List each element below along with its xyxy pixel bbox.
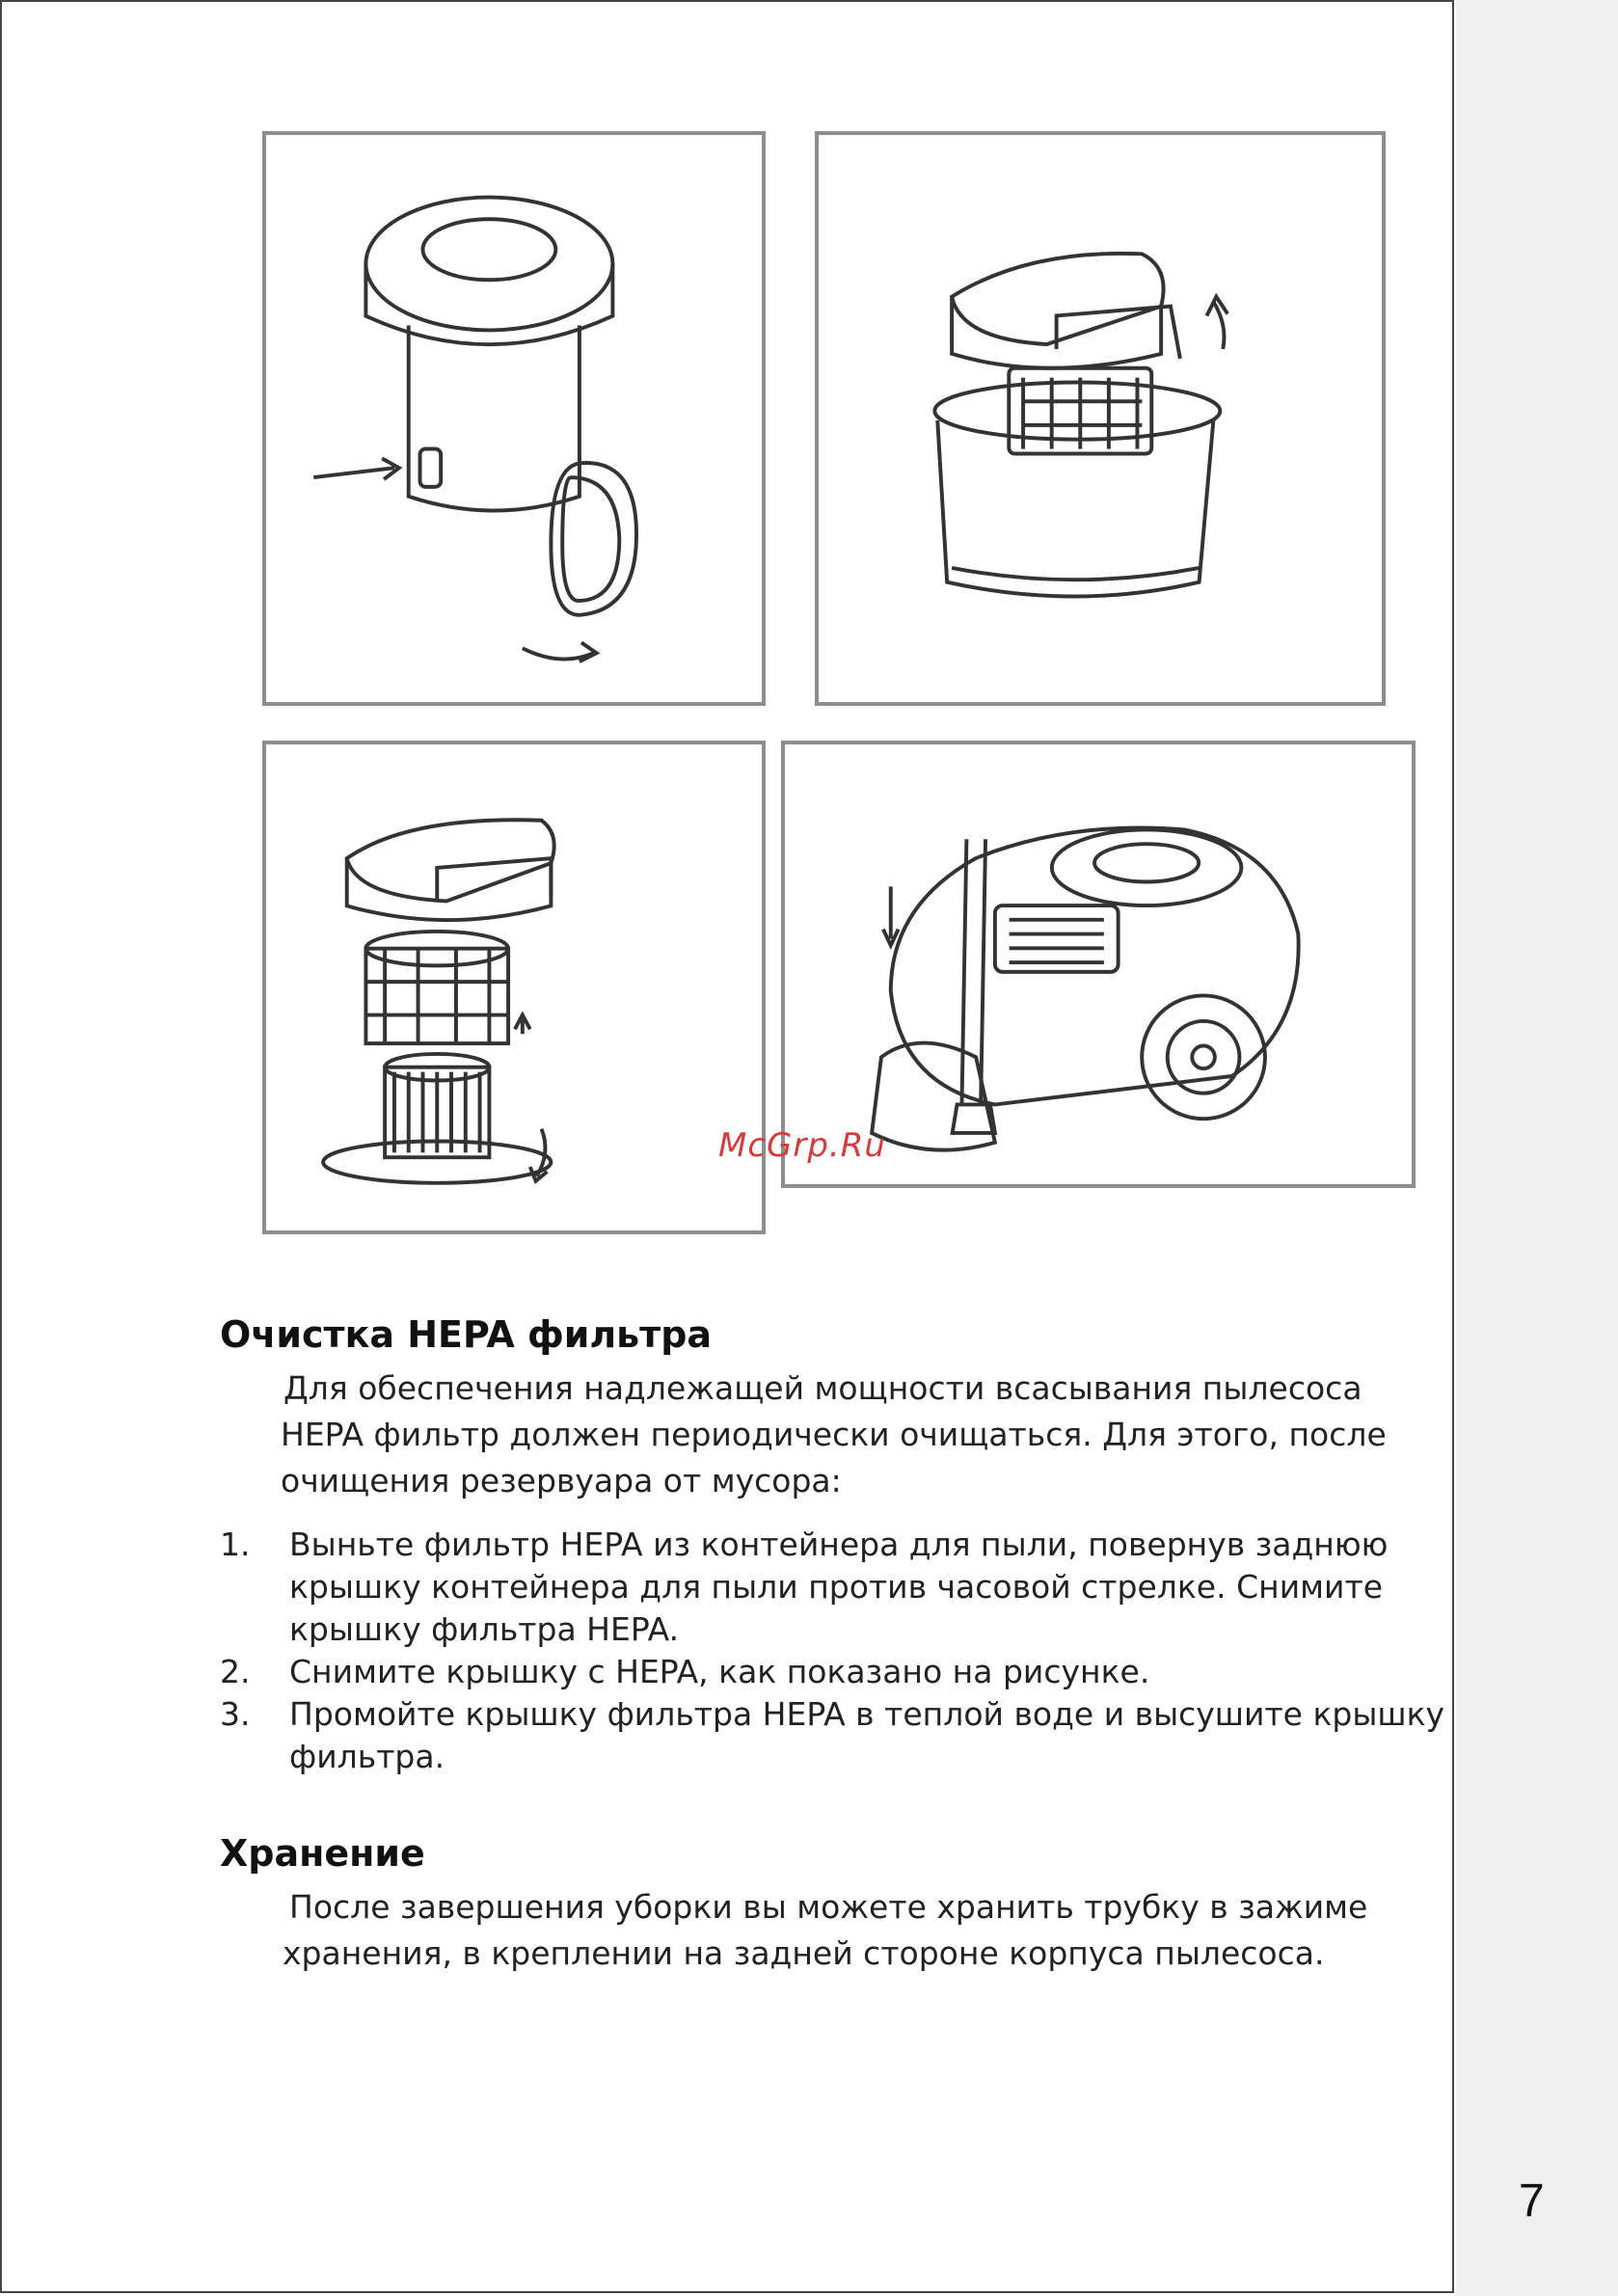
step-3-line-2: фильтра. <box>289 1738 445 1775</box>
illustration-panel-tube-storage <box>781 741 1416 1188</box>
dust-container-open-illustration <box>266 135 762 702</box>
container-lid-lift-illustration <box>819 135 1382 702</box>
section-title-hepa: Очистка HEPA фильтра <box>220 1313 713 1356</box>
step-3-line-1: Промойте крышку фильтра HEPA в теплой воде и высушите крышку <box>289 1695 1445 1733</box>
illustration-panel-hepa-filter <box>262 741 766 1234</box>
step-text <box>289 1651 1466 1693</box>
step-number: 3. <box>220 1695 251 1733</box>
hepa-intro-line-1: Для обеспечения надлежащей мощности всасывания пылесоса <box>283 1369 1362 1407</box>
hepa-filter-removal-illustration <box>266 744 762 1230</box>
section-title-storage: Хранение <box>220 1832 425 1875</box>
step-number: 1. <box>220 1526 251 1563</box>
hepa-intro-line-2: HEPA фильтр должен периодически очищаться. Для этого, после <box>281 1416 1387 1453</box>
step-text <box>289 1524 1466 1651</box>
step-1-line-1: Выньте фильтр HEPA из контейнера для пыли, повернув заднюю <box>289 1526 1389 1563</box>
storage-line-1: После завершения уборки вы можете хранить трубку в зажиме <box>289 1888 1368 1926</box>
step-1-line-2: крышку контейнера для пыли против часовой стрелке. Снимите <box>289 1568 1384 1606</box>
storage-line-2: хранения, в креплении на задней стороне корпуса пылесоса. <box>283 1934 1325 1972</box>
page-number: 7 <box>1519 2175 1545 2227</box>
step-text <box>289 1693 1466 1778</box>
hepa-intro-line-3: очищения резервуара от мусора: <box>281 1462 842 1499</box>
watermark: McGrp.Ru <box>718 1126 886 1165</box>
illustration-panel-lift-lid <box>815 131 1386 706</box>
step-2-line-1: Снимите крышку с HEPA, как показано на рисунке. <box>289 1653 1150 1690</box>
step-1-line-3: крышку фильтра HEPA. <box>289 1610 680 1648</box>
step-number: 2. <box>220 1653 251 1690</box>
illustration-panel-open-container <box>262 131 766 706</box>
vacuum-tube-storage-illustration <box>785 744 1412 1184</box>
side-margin-strip <box>1456 0 1618 2296</box>
